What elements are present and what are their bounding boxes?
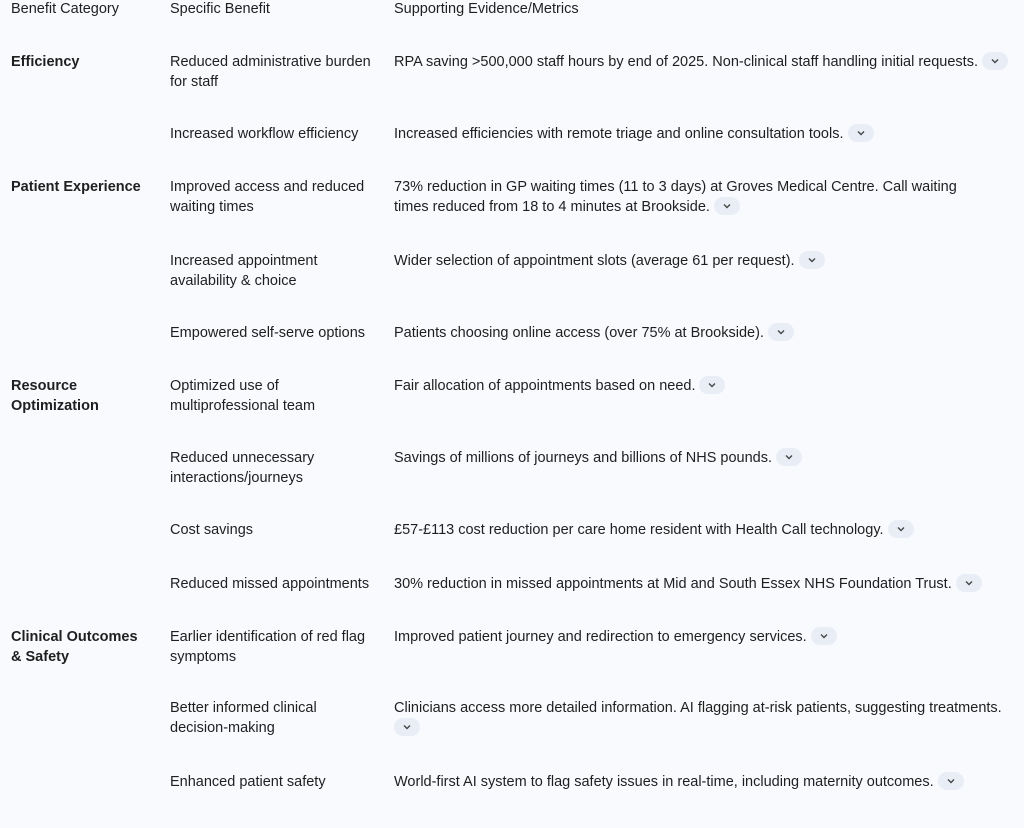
expand-source-button[interactable] <box>888 520 914 538</box>
evidence-text: Clinicians access more detailed information. AI flagging at-risk patients, suggesting treatments. <box>394 700 1002 716</box>
evidence-text: Fair allocation of appointments based on need. <box>394 378 696 394</box>
chevron-down-icon <box>707 380 717 390</box>
benefit-category: Resource Optimization <box>11 378 99 414</box>
table-header <box>0 0 1024 20</box>
chevron-down-icon <box>776 327 786 337</box>
benefit-category: Efficiency <box>11 54 80 70</box>
specific-benefit: Reduced administrative burden for staff <box>170 54 371 90</box>
specific-benefit: Reduced unnecessary interactions/journeys <box>170 450 315 486</box>
supporting-evidence <box>394 627 1010 647</box>
expand-source-button[interactable] <box>982 52 1008 70</box>
evidence-text: World-first AI system to flag safety issues in real-time, including maternity outcomes. <box>394 774 934 790</box>
specific-benefit: Cost savings <box>170 522 254 538</box>
evidence-text: 30% reduction in missed appointments at Mid and South Essex NHS Foundation Trust. <box>394 576 952 592</box>
chevron-down-icon <box>990 56 1000 66</box>
chevron-down-icon <box>722 201 732 211</box>
expand-source-button[interactable] <box>938 772 964 790</box>
supporting-evidence <box>394 520 1010 540</box>
expand-source-button[interactable] <box>799 251 825 269</box>
benefit-category: Patient Experience <box>11 179 141 195</box>
supporting-evidence <box>394 448 1010 468</box>
supporting-evidence <box>394 124 1010 144</box>
expand-source-button[interactable] <box>394 718 420 736</box>
supporting-evidence <box>394 52 1010 72</box>
chevron-down-icon <box>784 452 794 462</box>
expand-source-button[interactable] <box>956 574 982 592</box>
supporting-evidence <box>394 323 1010 343</box>
benefit-category: Clinical Outcomes & Safety <box>11 629 138 665</box>
expand-source-button[interactable] <box>848 124 874 142</box>
supporting-evidence <box>394 251 1010 271</box>
specific-benefit: Better informed clinical decision-making <box>170 700 317 736</box>
expand-source-button[interactable] <box>768 323 794 341</box>
supporting-evidence <box>394 376 1010 396</box>
chevron-down-icon <box>807 255 817 265</box>
supporting-evidence <box>394 574 1010 594</box>
header-specific-benefit: Specific Benefit <box>170 1 270 17</box>
header-benefit-category: Benefit Category <box>11 1 120 17</box>
specific-benefit: Empowered self-serve options <box>170 325 366 341</box>
supporting-evidence <box>394 698 1009 738</box>
supporting-evidence <box>394 772 1010 792</box>
chevron-down-icon <box>856 128 866 138</box>
evidence-text: £57-£113 cost reduction per care home resident with Health Call technology. <box>394 522 884 538</box>
specific-benefit: Increased workflow efficiency <box>170 126 359 142</box>
specific-benefit: Enhanced patient safety <box>170 774 326 790</box>
specific-benefit: Increased appointment availability & choice <box>170 253 318 289</box>
chevron-down-icon <box>896 524 906 534</box>
specific-benefit: Optimized use of multiprofessional team <box>170 378 316 414</box>
evidence-text: RPA saving >500,000 staff hours by end of 2025. Non-clinical staff handling initial requests. <box>394 54 978 70</box>
evidence-text: Wider selection of appointment slots (average 61 per request). <box>394 253 795 269</box>
evidence-text: Increased efficiencies with remote triage and online consultation tools. <box>394 126 844 142</box>
supporting-evidence <box>394 177 994 217</box>
chevron-down-icon <box>964 578 974 588</box>
expand-source-button[interactable] <box>714 197 740 215</box>
header-supporting-evidence: Supporting Evidence/Metrics <box>394 1 579 17</box>
expand-source-button[interactable] <box>699 376 725 394</box>
evidence-text: Improved patient journey and redirection to emergency services. <box>394 629 807 645</box>
specific-benefit: Improved access and reduced waiting times <box>170 179 365 215</box>
specific-benefit: Earlier identification of red flag symptoms <box>170 629 366 665</box>
chevron-down-icon <box>946 776 956 786</box>
evidence-text: Savings of millions of journeys and billions of NHS pounds. <box>394 450 773 466</box>
evidence-text: Patients choosing online access (over 75% at Brookside). <box>394 325 764 341</box>
expand-source-button[interactable] <box>811 627 837 645</box>
evidence-text: 73% reduction in GP waiting times (11 to 3 days) at Groves Medical Centre. Call waiting times reduced from 18 to 4 minutes at Brookside. <box>394 179 957 215</box>
expand-source-button[interactable] <box>776 448 802 466</box>
chevron-down-icon <box>402 722 412 732</box>
specific-benefit: Reduced missed appointments <box>170 576 370 592</box>
chevron-down-icon <box>819 631 829 641</box>
